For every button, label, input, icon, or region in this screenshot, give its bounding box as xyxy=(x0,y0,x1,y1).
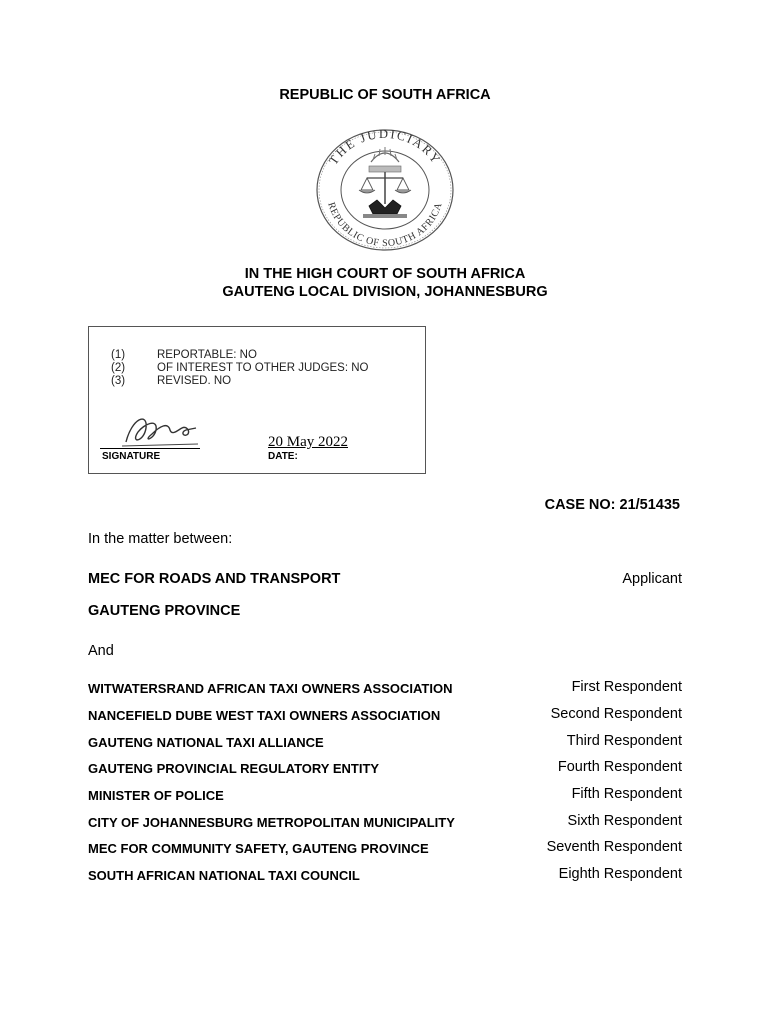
status-item: (1) REPORTABLE: NO xyxy=(111,349,257,361)
respondent-name: GAUTENG NATIONAL TAXI ALLIANCE xyxy=(88,735,324,750)
respondent-role: Sixth Respondent xyxy=(567,813,682,829)
respondent-name: CITY OF JOHANNESBURG METROPOLITAN MUNICIPALITY xyxy=(88,815,455,830)
case-number: CASE NO: 21/51435 xyxy=(544,497,680,513)
respondent-name: GAUTENG PROVINCIAL REGULATORY ENTITY xyxy=(88,761,380,776)
respondent-name: NANCEFIELD DUBE WEST TAXI OWNERS ASSOCIATION xyxy=(88,708,441,723)
respondent-role: First Respondent xyxy=(571,679,682,695)
respondent-role: Second Respondent xyxy=(550,706,682,722)
judgment-date: 20 May 2022 xyxy=(268,434,348,450)
signature-label: SIGNATURE xyxy=(102,451,161,462)
respondent-role: Fourth Respondent xyxy=(557,759,682,775)
respondent-role: Eighth Respondent xyxy=(558,866,682,882)
applicant-role: Applicant xyxy=(622,571,682,587)
judiciary-seal-icon xyxy=(313,126,457,253)
seal-text-top: THE JUDICIARY xyxy=(326,126,444,168)
respondent-role: Third Respondent xyxy=(566,733,682,749)
country-heading: REPUBLIC OF SOUTH AFRICA xyxy=(279,87,491,103)
respondent-name: SOUTH AFRICAN NATIONAL TAXI COUNCIL xyxy=(88,868,360,883)
respondent-name: MINISTER OF POLICE xyxy=(88,788,224,803)
applicant-name-line2: GAUTENG PROVINCE xyxy=(88,603,241,619)
court-heading xyxy=(0,265,770,301)
court-name: IN THE HIGH COURT OF SOUTH AFRICA xyxy=(244,266,526,282)
respondent-role: Seventh Respondent xyxy=(546,839,682,855)
applicant-name-line1: MEC FOR ROADS AND TRANSPORT xyxy=(88,571,341,587)
respondent-role: Fifth Respondent xyxy=(571,786,682,802)
seal-text-bottom: REPUBLIC OF SOUTH AFRICA xyxy=(325,200,445,250)
status-item: (3) REVISED. NO xyxy=(111,375,232,387)
conjunction: And xyxy=(88,643,114,659)
date-label: DATE: xyxy=(268,451,298,462)
status-item: (2) OF INTEREST TO OTHER JUDGES: NO xyxy=(111,362,369,374)
respondent-name: MEC FOR COMMUNITY SAFETY, GAUTENG PROVINCE xyxy=(88,841,429,856)
reportable-status-box xyxy=(88,326,426,474)
handwritten-signature-icon xyxy=(118,408,202,450)
respondent-name: WITWATERSRAND AFRICAN TAXI OWNERS ASSOCIATION xyxy=(88,681,453,696)
signature-line xyxy=(100,448,200,449)
matter-intro: In the matter between: xyxy=(88,531,233,547)
court-division: GAUTENG LOCAL DIVISION, JOHANNESBURG xyxy=(222,284,548,300)
